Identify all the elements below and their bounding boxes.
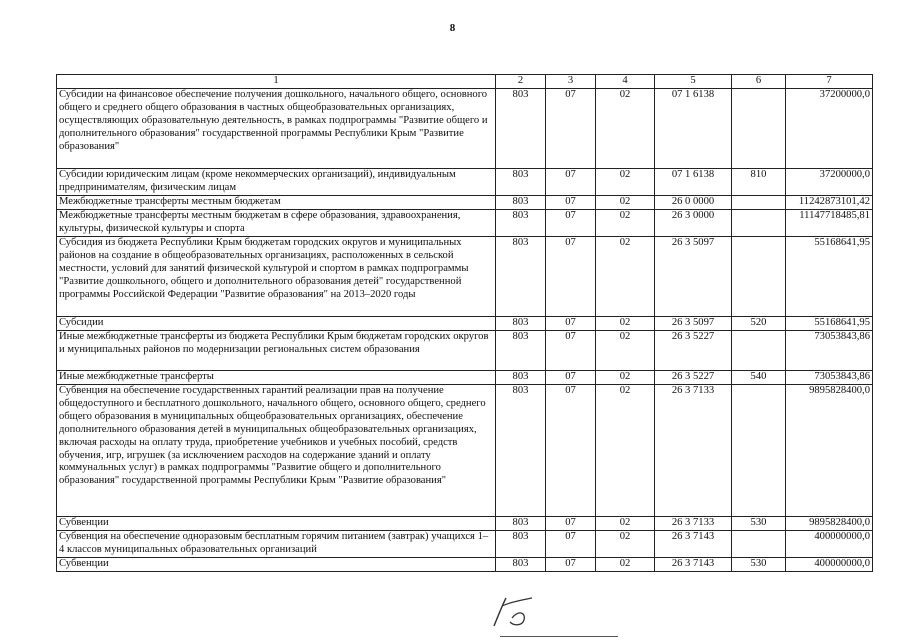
row-section-code: 07: [546, 517, 596, 531]
row-subsection-code: 02: [596, 385, 655, 517]
handwritten-signature: [488, 592, 538, 630]
row-expense-type-code: [732, 89, 786, 169]
row-expense-type-code: [732, 196, 786, 210]
row-target-code: 26 3 7133: [655, 517, 732, 531]
row-amount: 55168641,95: [786, 317, 873, 331]
row-amount: 73053843,86: [786, 371, 873, 385]
row-expense-type-code: [732, 210, 786, 237]
row-name: Иные межбюджетные трансферты из бюджета Республики Крым бюджетам городских округов и муниципальных районов по модернизации региональных систем образования: [57, 331, 496, 371]
row-name: Субсидии юридическим лицам (кроме некоммерческих организаций), индивидуальным предпринимателям, физическим лицам: [57, 169, 496, 196]
row-expense-type-code: 530: [732, 517, 786, 531]
row-ministry-code: 803: [496, 531, 546, 558]
row-section-code: 07: [546, 237, 596, 317]
table-row: [57, 317, 873, 331]
row-ministry-code: 803: [496, 210, 546, 237]
row-expense-type-code: 530: [732, 558, 786, 572]
table-row: [57, 331, 873, 371]
row-name: Субвенции: [57, 517, 496, 531]
row-expense-type-code: 520: [732, 317, 786, 331]
bottom-rule: [500, 636, 618, 637]
row-section-code: 07: [546, 89, 596, 169]
table-row: [57, 169, 873, 196]
row-amount: 11147718485,81: [786, 210, 873, 237]
row-subsection-code: 02: [596, 531, 655, 558]
row-ministry-code: 803: [496, 331, 546, 371]
row-target-code: 26 3 0000: [655, 210, 732, 237]
row-amount: 73053843,86: [786, 331, 873, 371]
row-ministry-code: 803: [496, 558, 546, 572]
row-amount: 9895828400,0: [786, 517, 873, 531]
row-subsection-code: 02: [596, 517, 655, 531]
row-expense-type-code: 810: [732, 169, 786, 196]
row-target-code: 26 3 5227: [655, 371, 732, 385]
row-name: Иные межбюджетные трансферты: [57, 371, 496, 385]
col-header-7: 7: [786, 75, 873, 89]
row-section-code: 07: [546, 169, 596, 196]
row-target-code: 26 3 5097: [655, 237, 732, 317]
row-amount: 400000000,0: [786, 558, 873, 572]
table-row: [57, 237, 873, 317]
row-target-code: 26 3 7143: [655, 558, 732, 572]
row-expense-type-code: [732, 385, 786, 517]
row-subsection-code: 02: [596, 371, 655, 385]
row-subsection-code: 02: [596, 169, 655, 196]
row-ministry-code: 803: [496, 169, 546, 196]
row-name: Субвенция на обеспечение государственных гарантий реализации прав на получение общедоступного и бесплатного дошкольного, начального общего, основного общего, среднего общего образования в муниципальных общеобразовательных организациях, обеспечение дополнительного образования детей в муниципальных общеобразовательных организациях, включая расходы на оплату труда, приобретение учебников и учебных пособий, средств обучения, игр, игрушек (за исключением расходов на содержание зданий и оплату коммунальных услуг) в рамках подпрограммы "Развитие общего и дополнительного образования" государственной программы Республики Крым "Развитие образования": [57, 385, 496, 517]
row-ministry-code: 803: [496, 517, 546, 531]
row-expense-type-code: 540: [732, 371, 786, 385]
row-section-code: 07: [546, 385, 596, 517]
col-header-6: 6: [732, 75, 786, 89]
col-header-4: 4: [596, 75, 655, 89]
row-section-code: 07: [546, 196, 596, 210]
row-name: Субвенции: [57, 558, 496, 572]
row-ministry-code: 803: [496, 89, 546, 169]
row-section-code: 07: [546, 331, 596, 371]
row-ministry-code: 803: [496, 196, 546, 210]
row-section-code: 07: [546, 371, 596, 385]
row-section-code: 07: [546, 317, 596, 331]
row-name: Субсидии: [57, 317, 496, 331]
row-name: Межбюджетные трансферты местным бюджетам: [57, 196, 496, 210]
table-row: [57, 89, 873, 169]
table-row: [57, 517, 873, 531]
row-section-code: 07: [546, 531, 596, 558]
table-row: [57, 196, 873, 210]
row-amount: 11242873101,42: [786, 196, 873, 210]
row-name: Межбюджетные трансферты местным бюджетам в сфере образования, здравоохранения, культуры, физической культуры и спорта: [57, 210, 496, 237]
row-target-code: 26 0 0000: [655, 196, 732, 210]
table-row: [57, 371, 873, 385]
row-subsection-code: 02: [596, 237, 655, 317]
page-number: 8: [449, 22, 456, 34]
row-section-code: 07: [546, 210, 596, 237]
row-target-code: 07 1 6138: [655, 89, 732, 169]
row-name: Субвенция на обеспечение одноразовым бесплатным горячим питанием (завтрак) учащихся 1–4 классов муниципальных образовательных организаций: [57, 531, 496, 558]
row-target-code: 26 3 5227: [655, 331, 732, 371]
col-header-2: 2: [496, 75, 546, 89]
col-header-3: 3: [546, 75, 596, 89]
table-row: [57, 385, 873, 517]
row-amount: 37200000,0: [786, 169, 873, 196]
row-target-code: 26 3 7143: [655, 531, 732, 558]
row-name: Субсидия из бюджета Республики Крым бюджетам городских округов и муниципальных районов на создание в общеобразовательных организациях, расположенных в сельской местности, условий для занятий физической культурой и спортом в рамках подпрограммы "Развитие дошкольного, общего и дополнительного образования детей" государственной программы Российской Федерации "Развитие образования" на 2013–2020 годы: [57, 237, 496, 317]
row-subsection-code: 02: [596, 331, 655, 371]
table-row: [57, 531, 873, 558]
row-name: Субсидии на финансовое обеспечение получения дошкольного, начального общего, основного общего и среднего общего образования в частных общеобразовательных организациях, осуществляющих образовательную деятельность, в рамках подпрограммы "Развитие общего и дополнительного образования" государственной программы Республики Крым "Развитие образования": [57, 89, 496, 169]
row-target-code: 26 3 7133: [655, 385, 732, 517]
row-ministry-code: 803: [496, 317, 546, 331]
row-section-code: 07: [546, 558, 596, 572]
budget-table: [56, 74, 873, 572]
row-amount: 55168641,95: [786, 237, 873, 317]
table-row: [57, 210, 873, 237]
row-subsection-code: 02: [596, 317, 655, 331]
row-target-code: 26 3 5097: [655, 317, 732, 331]
row-amount: 400000000,0: [786, 531, 873, 558]
header-row: [57, 75, 873, 89]
row-target-code: 07 1 6138: [655, 169, 732, 196]
row-subsection-code: 02: [596, 558, 655, 572]
row-ministry-code: 803: [496, 371, 546, 385]
row-amount: 37200000,0: [786, 89, 873, 169]
row-amount: 9895828400,0: [786, 385, 873, 517]
row-subsection-code: 02: [596, 196, 655, 210]
row-expense-type-code: [732, 237, 786, 317]
row-subsection-code: 02: [596, 89, 655, 169]
table-row: [57, 558, 873, 572]
col-header-1: 1: [57, 75, 496, 89]
col-header-5: 5: [655, 75, 732, 89]
row-expense-type-code: [732, 531, 786, 558]
row-subsection-code: 02: [596, 210, 655, 237]
row-expense-type-code: [732, 331, 786, 371]
row-ministry-code: 803: [496, 237, 546, 317]
row-ministry-code: 803: [496, 385, 546, 517]
